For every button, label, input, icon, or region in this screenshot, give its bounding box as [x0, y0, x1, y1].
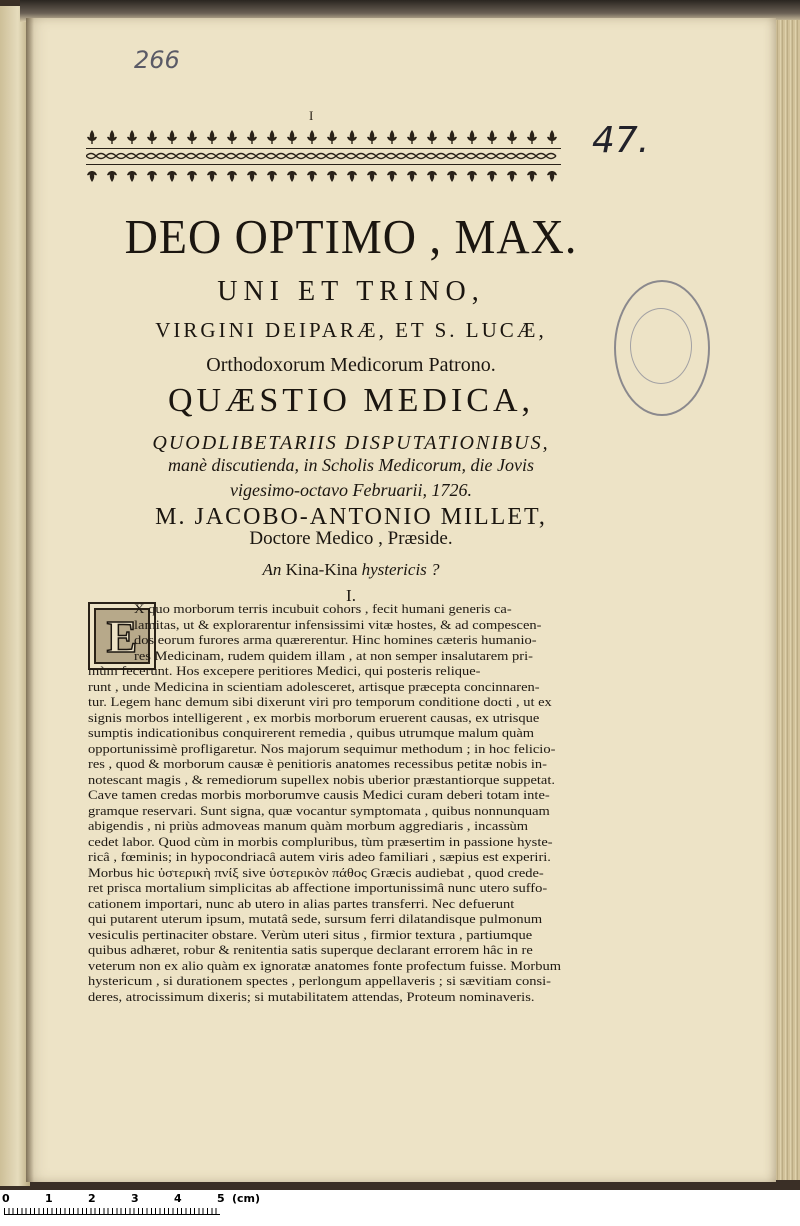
date-line: vigesimo-octavo Februarii, 1726.: [230, 480, 472, 500]
body-line: res , quod & morborum causæ è penitioris anatomes recessibus petitæ nobis in-: [88, 757, 547, 771]
body-line: deres, atrocissimum dixeris; si mutabilitatem attendas, Proteum nominaveris.: [88, 989, 535, 1004]
ruler-label: 5: [217, 1192, 225, 1205]
body-line: runt , unde Medicina in scientiam adolesceret, artisque præcepta concinnaren-: [88, 679, 540, 694]
scale-ruler: [0, 1190, 800, 1226]
body-line: gramque reservari. Sunt signa, quæ vocantur symptomata , quibus nonnunquam: [88, 803, 550, 818]
ruler-label: 0: [2, 1192, 10, 1205]
question-line: [86, 560, 616, 580]
question-prefix: An: [262, 560, 282, 579]
disputation-line: QUODLIBETARIIS DISPUTATIONIBUS,: [152, 432, 550, 454]
body-line: signis morbos intelligerent , ex morbis morborum eruerent causas, ex utrisque: [88, 710, 540, 725]
body-line: tur. Legem hanc demum sibi dixerunt viri pro temporum conditione docti , ut ex: [88, 695, 552, 709]
body-line: X quo morborum terris incubuit cohors , fecit humani generis ca-: [134, 602, 512, 616]
body-line: ricâ , fœminis; in hypocondriacâ autem viris adeo familiari , sæpius est experiri.: [88, 850, 551, 864]
body-line: cedet labor. Quod cùm in morbis compluribus, tùm præsertim in passione hyste-: [88, 834, 553, 849]
dedication-line-2: UNI ET TRINO,: [217, 276, 485, 307]
dedication-line-3: VIRGINI DEIPARÆ, ET S. LUCÆ,: [155, 318, 547, 342]
ruler-label: 4: [174, 1192, 182, 1205]
gutter-shadow: [26, 18, 34, 1182]
initial-letter: E: [106, 610, 138, 662]
body-line: ret prisca mortalium simplicitas ab affectione importunissimâ nunc utero suffo-: [88, 881, 548, 895]
manuscript-number-right: 47.: [592, 120, 650, 161]
ruler-label: (cm): [232, 1192, 261, 1205]
body-line: opportunissimè profligaretur. Nos majorum sequimur methodum ; in hoc felicio-: [88, 741, 556, 756]
ruler-label: 2: [88, 1192, 96, 1205]
body-line: dos eorum furores arma quærerentur. Hinc homines cæteris humanio-: [134, 633, 537, 647]
manuscript-number-left: 266: [134, 46, 180, 74]
body-line: qui putarent uterum ipsum, mutatâ sede, sursum ferri dilatandisque pulmonum: [88, 912, 543, 926]
question-suffix: hystericis ?: [361, 560, 440, 579]
body-line: veterum non ex alio quàm ex ignoratæ anatomes fonte profectum fuisse. Morbum: [88, 958, 561, 973]
body-line: sumptis indicationibus conquirerent remedia , quibus utrumque malum quàm: [88, 726, 535, 740]
ruler-label: 3: [131, 1192, 139, 1205]
schedule-line: manè discutienda, in Scholis Medicorum, die Jovis: [168, 455, 534, 475]
body-line: vesiculis pertinaciter obstare. Verùm uteri situs , firmior textura , partiumque: [88, 927, 533, 942]
dedication-line-4: Orthodoxorum Medicorum Patrono.: [206, 354, 496, 376]
dedication-line-1: DEO OPTIMO , MAX.: [124, 209, 578, 264]
body-line: mùm fecerunt. Hos excepere peritiores Medici, qui posteris relique-: [88, 664, 481, 678]
book-page: [26, 18, 776, 1182]
body-line: lamitas, ut & explorarentur infensissimi vitæ hostes, & ad compescen-: [134, 617, 542, 632]
right-page-edges: [774, 20, 800, 1180]
body-line: hystericum , si durationem spectes , perlongum appellaveris ; si sævitiam consi-: [88, 974, 551, 988]
body-line: cationem importari, nunc ab utero in alias partes transferri. Nec defuerunt: [88, 896, 515, 911]
fleuron-ornament-band: [86, 128, 566, 184]
page-number: I: [309, 108, 314, 123]
body-line: quibus adhæret, robur & renitentia satis superque declarant errorem hâc in re: [88, 943, 533, 957]
ruler-ticks: [4, 1208, 220, 1215]
ruler-label: 1: [45, 1192, 53, 1205]
library-stamp: [614, 280, 710, 416]
section-number: I.: [346, 586, 356, 605]
praeses-name: M. JACOBO-ANTONIO MILLET,: [155, 504, 547, 530]
praeses-title: Doctore Medico , Præside.: [249, 528, 453, 549]
quaestio-heading: QUÆSTIO MEDICA,: [168, 382, 534, 419]
stamp-emblem: [630, 308, 692, 384]
body-line: Morbus hic ὑστερικὴ πνίξ sive ὑστερικὸν πάθος Græcis audiebat , quod crede-: [88, 865, 544, 880]
body-line: Cave tamen credas morbis morborumve causis Medici curam deberi totam inte-: [88, 788, 550, 802]
body-line: abigendis , ni priùs admoveas manum quàm morbum aggrediaris , incassùm: [88, 819, 529, 833]
body-line: res Medicinam, rudem quidem illam , at non semper insalutarem pri-: [134, 648, 533, 663]
body-line: notescant magis , & remediorum supellex nobis uberior præstantiorque suppetat.: [88, 772, 555, 787]
question-subject: Kina-Kina: [285, 560, 358, 579]
